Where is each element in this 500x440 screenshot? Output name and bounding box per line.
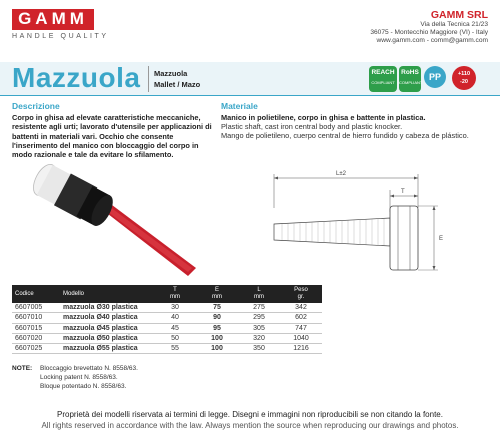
reach-badge <box>369 66 397 92</box>
mallet-head <box>28 160 117 230</box>
dimension-e-label: E <box>439 236 444 242</box>
cell-t: 30 <box>154 303 196 313</box>
cell-l: 320 <box>238 333 280 343</box>
table-row <box>12 303 322 313</box>
material-text-it: Manico in polietilene, corpo in ghisa e battente in plastica. <box>221 113 426 122</box>
cell-model: mazzuola Ø55 plastica <box>60 344 154 354</box>
cell-weight: 747 <box>280 323 322 333</box>
header-l: L mm <box>238 285 280 303</box>
note-line-it: Bloccaggio brevettato N. 8558/63. <box>40 365 138 372</box>
cell-l: 305 <box>238 323 280 333</box>
dimension-t-label: T <box>401 189 405 195</box>
cell-l: 295 <box>238 313 280 323</box>
rohs-sublabel: COMPLIANT <box>399 80 423 85</box>
cell-t: 55 <box>154 344 196 354</box>
cell-weight: 602 <box>280 313 322 323</box>
technical-drawing <box>268 168 460 280</box>
description-text: Corpo in ghisa ad elevate caratteristiche meccaniche, resistente agli urti; lavorato d'utensile per applicazioni di battenti in materiali vari. Occhio che consente l'inserimento del manico con bloccaggio del corpo in modo razionale e tale da evitare lo sfilamento. <box>12 113 212 160</box>
temp-low: -20 <box>460 79 468 85</box>
footer-copyright-it: Proprietà dei modelli riservata ai termini di legge. Disegni e immagini non riproducibili se non citando la fonte. <box>57 410 443 419</box>
note-label: NOTE: <box>12 365 33 372</box>
cell-t: 50 <box>154 333 196 343</box>
drawing-handle <box>274 218 390 246</box>
rohs-label: RoHS <box>401 69 419 76</box>
header-e: E mm <box>196 285 238 303</box>
material-heading: Materiale <box>221 101 258 111</box>
header-t: T mm <box>154 285 196 303</box>
note-line-es: Bloque potentado N. 8558/63. <box>40 383 127 390</box>
table-row <box>12 344 322 354</box>
reach-label: REACH <box>371 69 395 76</box>
cell-weight: 342 <box>280 303 322 313</box>
specifications-table <box>12 285 322 354</box>
description-heading: Descrizione <box>12 101 60 111</box>
cell-code: 6607015 <box>12 323 60 333</box>
page-title: Mazzuola <box>12 62 141 93</box>
cell-code: 6607020 <box>12 333 60 343</box>
title-translations: Mallet / Mazo <box>154 80 201 89</box>
header-weight: Peso gr. <box>280 285 322 303</box>
material-text-en: Plastic shaft, cast iron central body and plastic knocker. <box>221 122 403 131</box>
footer-copyright-en: All rights reserved in accordance with the law. Always mention the source when reproducing our drawings and photos. <box>41 421 459 430</box>
cell-model: mazzuola Ø40 plastica <box>60 313 154 323</box>
dimension-l-label: L±2 <box>336 171 346 177</box>
company-name: GAMM SRL <box>430 9 488 21</box>
cell-e: 90 <box>196 313 238 323</box>
material-text-es: Mango de polietileno, cuerpo central de hierro fundido y cabeza de plástico. <box>221 131 469 140</box>
cell-e: 100 <box>196 344 238 354</box>
table-row <box>12 313 322 323</box>
cell-model: mazzuola Ø30 plastica <box>60 303 154 313</box>
cell-l: 275 <box>238 303 280 313</box>
drawing-head <box>390 206 418 270</box>
cell-model: mazzuola Ø50 plastica <box>60 333 154 343</box>
cell-t: 45 <box>154 323 196 333</box>
header-code: Codice <box>12 285 60 303</box>
title-divider <box>148 66 149 92</box>
table-row <box>12 323 322 333</box>
cell-weight: 1216 <box>280 344 322 354</box>
header-model: Modello <box>60 285 154 303</box>
title-italian: Mazzuola <box>154 69 188 78</box>
pp-material-badge: PP <box>424 66 446 88</box>
logo-tagline: HANDLE QUALITY <box>12 33 109 40</box>
cell-code: 6607005 <box>12 303 60 313</box>
cell-code: 6607025 <box>12 344 60 354</box>
cell-e: 75 <box>196 303 238 313</box>
temp-high: +110 <box>457 71 471 77</box>
company-address-city: 36075 - Montecchio Maggiore (VI) - Italy <box>370 29 488 36</box>
cell-e: 95 <box>196 323 238 333</box>
note-line-en: Locking patent N. 8558/63. <box>40 374 118 381</box>
cell-model: mazzuola Ø45 plastica <box>60 323 154 333</box>
company-address-street: Via della Tecnica 21/23 <box>420 21 488 28</box>
cell-t: 40 <box>154 313 196 323</box>
company-logo: GAMM <box>18 9 88 28</box>
table-row <box>12 333 322 343</box>
cell-code: 6607010 <box>12 313 60 323</box>
cell-l: 350 <box>238 344 280 354</box>
temperature-badge <box>452 66 476 90</box>
company-contact: www.gamm.com - comm@gamm.com <box>376 37 488 44</box>
product-photo <box>28 160 208 280</box>
company-info <box>370 9 488 45</box>
table-header-row <box>12 285 322 303</box>
reach-sublabel: COMPLIANT <box>371 80 395 85</box>
rohs-badge <box>399 66 421 92</box>
cell-weight: 1040 <box>280 333 322 343</box>
cell-e: 100 <box>196 333 238 343</box>
